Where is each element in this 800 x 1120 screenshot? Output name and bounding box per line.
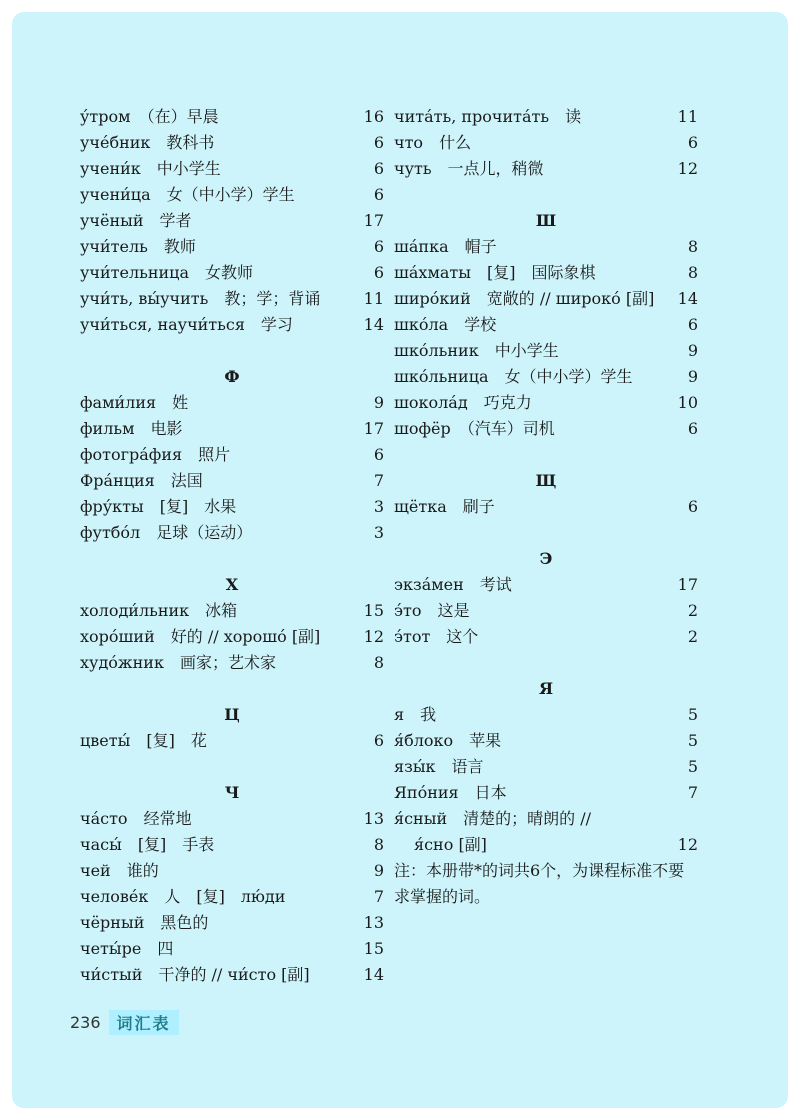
vocab-entry — [394, 702, 698, 728]
vocab-entry — [394, 338, 698, 364]
vocab-word: учи́тельница 女教师 — [80, 263, 254, 282]
vocab-word: учени́ца 女（中小学）学生 — [80, 185, 295, 204]
vocab-page-number: 10 — [677, 393, 698, 412]
section-spacer — [80, 338, 384, 364]
vocab-word: шокола́д 巧克力 — [394, 393, 532, 412]
vocab-page-number: 2 — [687, 601, 698, 620]
vocab-entry — [80, 156, 384, 182]
vocab-word: шко́льник 中小学生 — [394, 341, 559, 360]
vocab-page-number: 5 — [687, 705, 698, 724]
vocab-entry — [394, 130, 698, 156]
vocab-page-number: 6 — [373, 185, 384, 204]
vocab-word: шко́ла 学校 — [394, 315, 497, 334]
section-letter-heading: Ч — [224, 783, 240, 802]
vocab-page-number: 6 — [373, 445, 384, 464]
vocab-page-number: 13 — [363, 913, 384, 932]
vocab-entry — [80, 442, 384, 468]
vocab-page-number: 7 — [373, 887, 384, 906]
vocab-entry — [80, 858, 384, 884]
section-letter-heading: Х — [225, 575, 239, 594]
vocab-page-number: 6 — [687, 497, 698, 516]
vocab-word: я 我 — [394, 705, 437, 724]
vocab-word: учёный 学者 — [80, 211, 192, 230]
vocab-entry — [80, 936, 384, 962]
vocab-page-number: 11 — [363, 289, 384, 308]
vocab-word: фами́лия 姓 — [80, 393, 189, 412]
section-letter-heading: Я — [538, 679, 554, 698]
vocab-page-number: 8 — [687, 263, 698, 282]
vocab-entry — [394, 312, 698, 338]
section-spacer — [394, 182, 698, 208]
vocab-word: Япо́ния 日本 — [394, 783, 507, 802]
vocab-entry — [80, 182, 384, 208]
vocab-word: чей 谁的 — [80, 861, 159, 880]
vocab-word: чёрный 黑色的 — [80, 913, 209, 932]
section-letter-heading: Ф — [224, 367, 240, 386]
vocab-page-number: 5 — [687, 731, 698, 750]
vocab-entry — [80, 728, 384, 754]
section-spacer — [80, 754, 384, 780]
vocab-entry-continuation — [394, 832, 698, 858]
vocab-entry — [80, 650, 384, 676]
vocab-word: учи́ться, научи́ться 学习 — [80, 315, 293, 334]
vocab-word: что 什么 — [394, 133, 472, 152]
vocab-word: цветы́ [复] 花 — [80, 731, 207, 750]
vocab-entry — [80, 598, 384, 624]
vocab-entry — [80, 416, 384, 442]
section-spacer — [80, 676, 384, 702]
vocab-entry — [80, 208, 384, 234]
vocab-word: фру́кты [复] 水果 — [80, 497, 237, 516]
vocab-page-number: 9 — [687, 367, 698, 386]
vocab-page-number: 5 — [687, 757, 698, 776]
vocab-entry — [394, 286, 698, 312]
vocab-page-number: 7 — [687, 783, 698, 802]
section-spacer — [394, 520, 698, 546]
vocab-word: ша́хматы [复] 国际象棋 — [394, 263, 596, 282]
vocab-word: учени́к 中小学生 — [80, 159, 221, 178]
vocab-page-number: 3 — [373, 497, 384, 516]
vocab-page-number: 12 — [363, 627, 384, 646]
vocab-page-number: 14 — [363, 315, 384, 334]
vocab-page-number: 17 — [363, 419, 384, 438]
section-letter-heading: Ц — [224, 705, 240, 724]
vocab-page-number: 8 — [373, 653, 384, 672]
vocab-word: уче́бник 教科书 — [80, 133, 215, 152]
vocab-entry — [394, 416, 698, 442]
vocab-entry — [394, 104, 698, 130]
section-letter-heading: Ш — [535, 211, 557, 230]
vocab-entry — [394, 260, 698, 286]
vocab-page-number: 17 — [677, 575, 698, 594]
vocabulary-column-right — [394, 104, 698, 910]
vocab-page-number: 8 — [373, 835, 384, 854]
vocab-word: чи́стый 干净的 // чи́сто [副] — [80, 965, 310, 984]
vocab-entry — [394, 754, 698, 780]
vocab-page-number: 13 — [363, 809, 384, 828]
vocab-page-number: 9 — [687, 341, 698, 360]
vocab-entry — [80, 312, 384, 338]
vocab-word: ша́пка 帽子 — [394, 237, 497, 256]
vocab-page-number: 6 — [373, 237, 384, 256]
vocab-entry — [394, 598, 698, 624]
page-footer — [70, 1010, 179, 1035]
vocab-page-number: 6 — [373, 731, 384, 750]
vocab-entry — [80, 390, 384, 416]
vocab-page-number: 15 — [363, 939, 384, 958]
vocab-page-number: 6 — [687, 419, 698, 438]
vocab-page-number: 9 — [373, 861, 384, 880]
vocab-word: учи́ть, вы́учить 教；学；背诵 — [80, 289, 321, 308]
vocab-entry — [394, 364, 698, 390]
vocab-page-number: 12 — [677, 835, 698, 854]
vocab-word: четы́ре 四 — [80, 939, 174, 958]
vocab-entry — [80, 806, 384, 832]
vocab-page-number: 11 — [677, 107, 698, 126]
vocab-entry — [80, 910, 384, 936]
vocab-page-number: 17 — [363, 211, 384, 230]
vocab-entry — [394, 494, 698, 520]
vocab-page-number: 6 — [687, 133, 698, 152]
footnote: 注：本册带*的词共6个，为课程标准不要求掌握的词。 — [394, 861, 685, 906]
vocab-entry — [394, 780, 698, 806]
section-letter-heading: Щ — [535, 471, 557, 490]
vocab-word: я́сно [副] — [414, 835, 487, 854]
vocab-word: у́тром （在）早晨 — [80, 107, 219, 126]
vocab-entry — [80, 286, 384, 312]
vocab-word: Фра́нция 法国 — [80, 471, 203, 490]
vocab-page-number: 6 — [373, 263, 384, 282]
vocab-word: щётка 刷子 — [394, 497, 495, 516]
vocab-entry — [80, 962, 384, 988]
vocab-word: широ́кий 宽敞的 // широко́ [副] — [394, 289, 655, 308]
vocab-word: я́блоко 苹果 — [394, 731, 502, 750]
vocab-word: я́сный 清楚的；晴朗的 // — [394, 809, 591, 828]
vocab-entry — [394, 572, 698, 598]
vocab-page-number: 6 — [373, 133, 384, 152]
vocab-entry — [394, 624, 698, 650]
vocab-page-number: 14 — [677, 289, 698, 308]
vocab-word: худо́жник 画家；艺术家 — [80, 653, 276, 672]
section-spacer — [80, 546, 384, 572]
vocab-word: шофёр （汽车）司机 — [394, 419, 555, 438]
vocab-word: экза́мен 考试 — [394, 575, 512, 594]
vocab-entry — [80, 468, 384, 494]
vocab-word: челове́к 人 [复] лю́ди — [80, 887, 286, 906]
vocab-word: фотогра́фия 照片 — [80, 445, 231, 464]
vocab-word: холоди́льник 冰箱 — [80, 601, 238, 620]
vocab-page-number: 8 — [687, 237, 698, 256]
vocab-word: фильм 电影 — [80, 419, 183, 438]
section-letter-heading: Э — [539, 549, 553, 568]
vocab-word: чита́ть, прочита́ть 读 — [394, 107, 582, 126]
vocab-entry — [80, 104, 384, 130]
section-spacer — [394, 650, 698, 676]
vocab-page-number: 16 — [363, 107, 384, 126]
vocab-word: чуть 一点儿，稍微 — [394, 159, 544, 178]
page-number: 236 — [70, 1013, 101, 1032]
vocab-word: ча́сто 经常地 — [80, 809, 192, 828]
vocab-entry — [80, 624, 384, 650]
vocab-word: футбо́л 足球（运动） — [80, 523, 253, 542]
vocab-entry — [394, 156, 698, 182]
vocab-entry — [394, 390, 698, 416]
vocab-entry — [80, 884, 384, 910]
vocab-entry — [80, 130, 384, 156]
vocab-entry — [80, 260, 384, 286]
vocab-entry — [394, 234, 698, 260]
vocab-entry — [394, 728, 698, 754]
vocab-page-number: 6 — [687, 315, 698, 334]
vocabulary-column-left — [80, 104, 384, 988]
vocab-word: э́тот 这个 — [394, 627, 479, 646]
vocab-page-number: 15 — [363, 601, 384, 620]
vocab-page-number: 12 — [677, 159, 698, 178]
vocab-word: хоро́ший 好的 // хорошо́ [副] — [80, 627, 321, 646]
vocab-page-number: 2 — [687, 627, 698, 646]
vocab-word: э́то 这是 — [394, 601, 470, 620]
vocab-word: язы́к 语言 — [394, 757, 484, 776]
page-background — [12, 12, 788, 1108]
vocab-page-number: 3 — [373, 523, 384, 542]
vocab-word: часы́ [复] 手表 — [80, 835, 215, 854]
vocab-word: шко́льница 女（中小学）学生 — [394, 367, 633, 386]
vocab-word: учи́тель 教师 — [80, 237, 196, 256]
section-label: 词汇表 — [109, 1010, 179, 1035]
vocab-entry — [394, 806, 698, 832]
vocab-page-number: 6 — [373, 159, 384, 178]
vocab-entry — [80, 234, 384, 260]
vocab-page-number: 14 — [363, 965, 384, 984]
vocab-entry — [80, 520, 384, 546]
vocab-entry — [80, 832, 384, 858]
vocab-page-number: 7 — [373, 471, 384, 490]
vocab-page-number: 9 — [373, 393, 384, 412]
vocab-entry — [80, 494, 384, 520]
section-spacer — [394, 442, 698, 468]
